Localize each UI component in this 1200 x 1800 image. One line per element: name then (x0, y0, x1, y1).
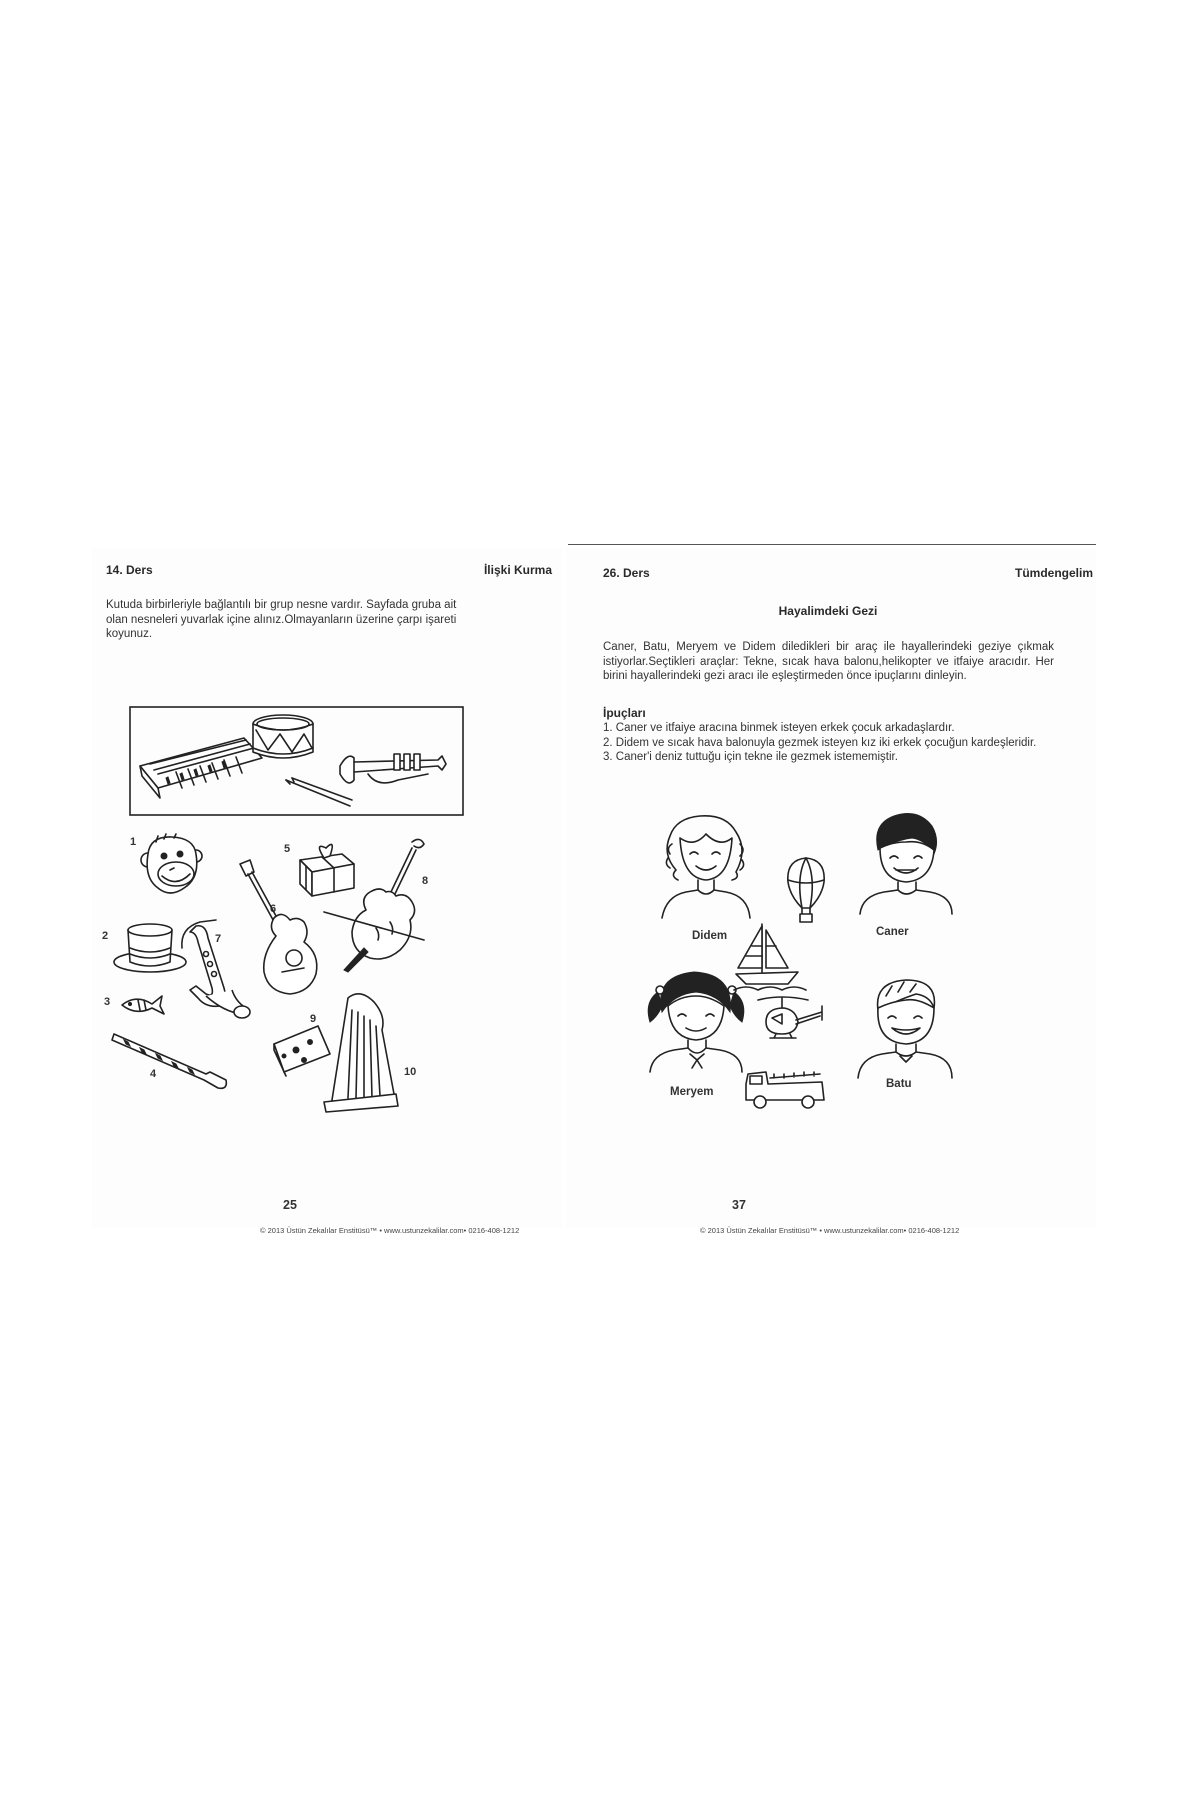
intro-paragraph: Caner, Batu, Meryem ve Didem diledikleri bir araç ile hayallerindeki geziye çıkmak istiyorlar.Seçtikleri araçlar: Tekne, sıcak hava balonu,helikopter ve itfaiye aracıdır. Her birini hayallerindeki gezi aracı ile eşleştirmeden önce ipuçlarını dinleyin. (603, 641, 1054, 682)
footer-text: © 2013 Üstün Zekalılar Enstitüsü™ • www.ustunzekalilar.com• 0216-408-1212 (260, 1226, 520, 1235)
instructions: Kutuda birbirleriyle bağlantılı bir grup nesne vardır. Sayfada gruba ait olan nesneleri yuvarlak içine alınız.Olmayanların üzerine çarpı işareti koyunuz. (106, 599, 457, 640)
monkey-icon (140, 834, 204, 900)
accordion-icon (136, 728, 268, 806)
drum-icon (250, 712, 316, 764)
right-page (566, 548, 1096, 1235)
name-label: Meryem (670, 1086, 714, 1098)
item-number: 6 (270, 903, 277, 915)
clues-list (603, 721, 1054, 765)
clue-item: 3. Caner'i deniz tuttuğu için tekne ile gezmek istememiştir. (603, 751, 898, 763)
cello-icon (320, 836, 432, 976)
fire-truck-icon (744, 1064, 826, 1110)
item-number: 8 (422, 875, 429, 887)
fish-icon (118, 992, 166, 1018)
helicopter-icon (752, 992, 828, 1052)
harp-icon (318, 990, 400, 1114)
item-number: 9 (310, 1013, 317, 1025)
sailboat-icon (732, 920, 808, 992)
saxophone-icon (176, 918, 252, 1028)
page-number: 25 (283, 1198, 297, 1212)
didem-portrait (656, 814, 756, 922)
lesson-topic: Tümdengelim (1014, 566, 1093, 580)
lesson-number: 26. Ders (603, 566, 650, 580)
item-number: 7 (215, 933, 222, 945)
name-label: Caner (876, 926, 909, 938)
name-label: Batu (886, 1078, 912, 1090)
page-title: Hayalimdeki Gezi (778, 604, 878, 618)
caner-portrait (856, 810, 956, 920)
item-number: 10 (404, 1066, 417, 1078)
top-rule (568, 544, 1096, 545)
item-number: 2 (102, 930, 109, 942)
hot-air-balloon-icon (784, 856, 828, 926)
clarinet-icon (110, 1028, 230, 1094)
item-number: 4 (150, 1068, 157, 1080)
name-label: Didem (692, 930, 728, 942)
item-number: 3 (104, 996, 111, 1008)
lesson-topic: İlişki Kurma (483, 563, 552, 577)
left-page (92, 548, 562, 1235)
item-number: 1 (130, 836, 137, 848)
batu-portrait (854, 976, 956, 1080)
footer-text: © 2013 Üstün Zekalılar Enstitüsü™ • www.ustunzekalilar.com• 0216-408-1212 (700, 1226, 960, 1235)
clues-heading: İpuçları (603, 706, 646, 720)
trumpet-icon (338, 748, 450, 792)
clue-item: 2. Didem ve sıcak hava balonuyla gezmek isteyen kız iki erkek çocuğun kardeşleridir. (603, 736, 1037, 749)
clue-item: 1. Caner ve itfaiye aracına binmek isteyen erkek çocuk arkadaşlardır. (603, 722, 955, 734)
item-number: 5 (284, 843, 291, 855)
lesson-number: 14. Ders (106, 563, 153, 577)
page-number: 37 (732, 1198, 746, 1212)
